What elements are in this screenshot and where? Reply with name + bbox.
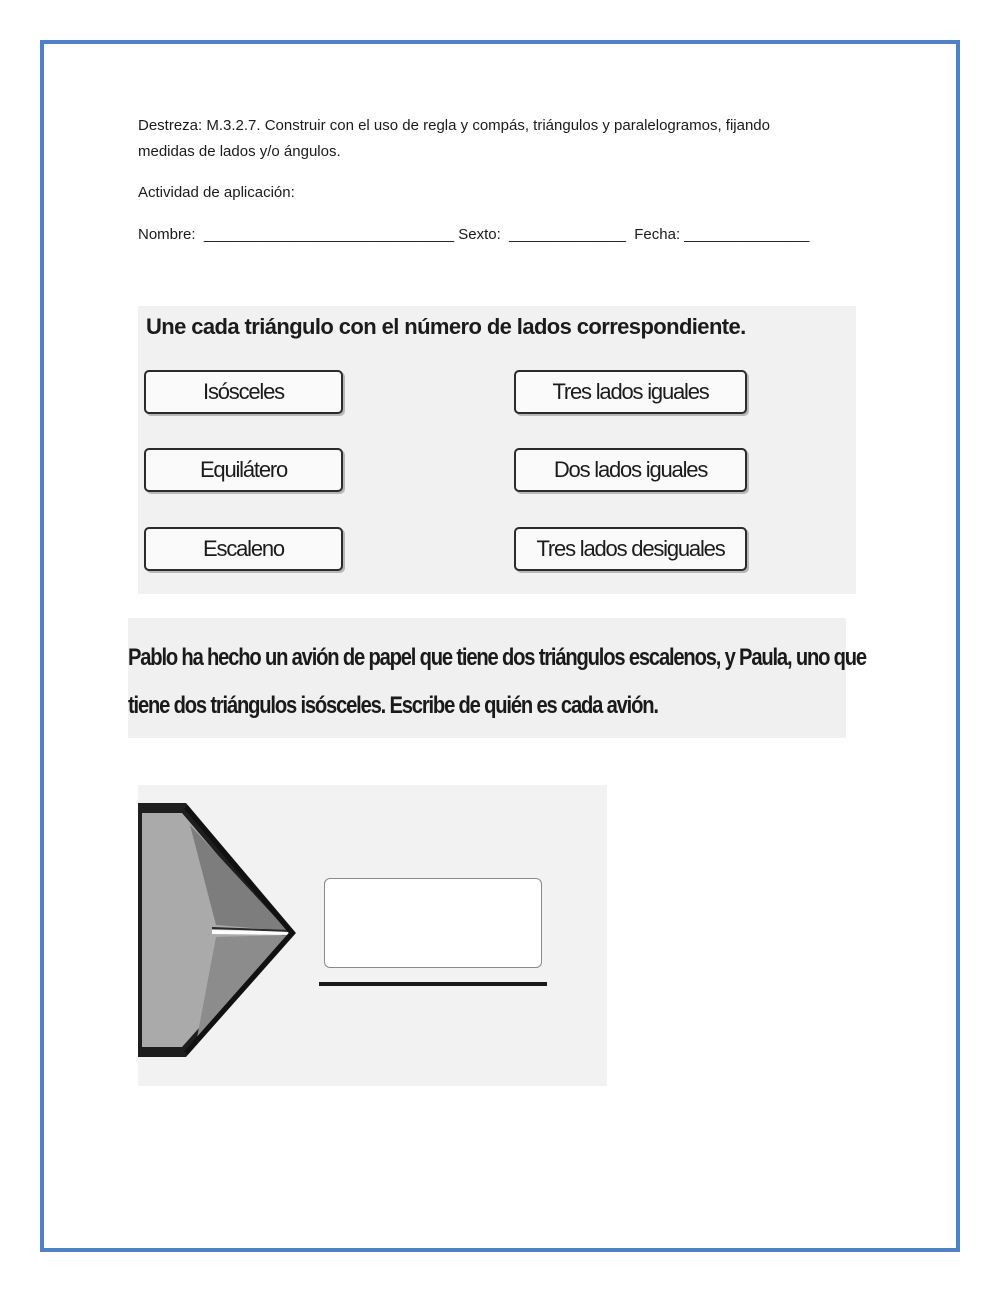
instruction-line-2: tiene dos triángulos isósceles. Escribe de quién es cada avión. [128,692,658,719]
option-dos-lados-iguales[interactable]: Dos lados iguales [514,448,747,492]
paper-airplane-icon [138,785,298,1086]
skill-text: Destreza: M.3.2.7. Construir con el uso de regla y compás, triángulos y paralelogramos, fijando [138,117,770,134]
answer-underline [319,982,547,986]
airplane-activity-instruction [128,618,866,738]
option-escaleno[interactable]: Escaleno [144,527,343,571]
instruction-line-1: Pablo ha hecho un avión de papel que tiene dos triángulos escalenos, y Paula, uno que [128,644,866,671]
matching-activity [138,306,856,594]
skill-text-continued: medidas de lados y/o ángulos. [138,143,341,160]
student-fields-line: Nombre: ______________________________ Sexto: ______________ Fecha: _______________ [138,226,810,243]
option-isosceles[interactable]: Isósceles [144,370,343,414]
activity-label: Actividad de aplicación: [138,184,295,201]
airplane-answer-panel [138,785,607,1086]
answer-input-box[interactable] [324,878,542,968]
matching-instruction: Une cada triángulo con el número de lados correspondiente. [146,314,746,339]
option-tres-lados-iguales[interactable]: Tres lados iguales [514,370,747,414]
option-tres-lados-desiguales[interactable]: Tres lados desiguales [514,527,747,571]
option-equilatero[interactable]: Equilátero [144,448,343,492]
airplane-instruction-text [128,634,866,730]
